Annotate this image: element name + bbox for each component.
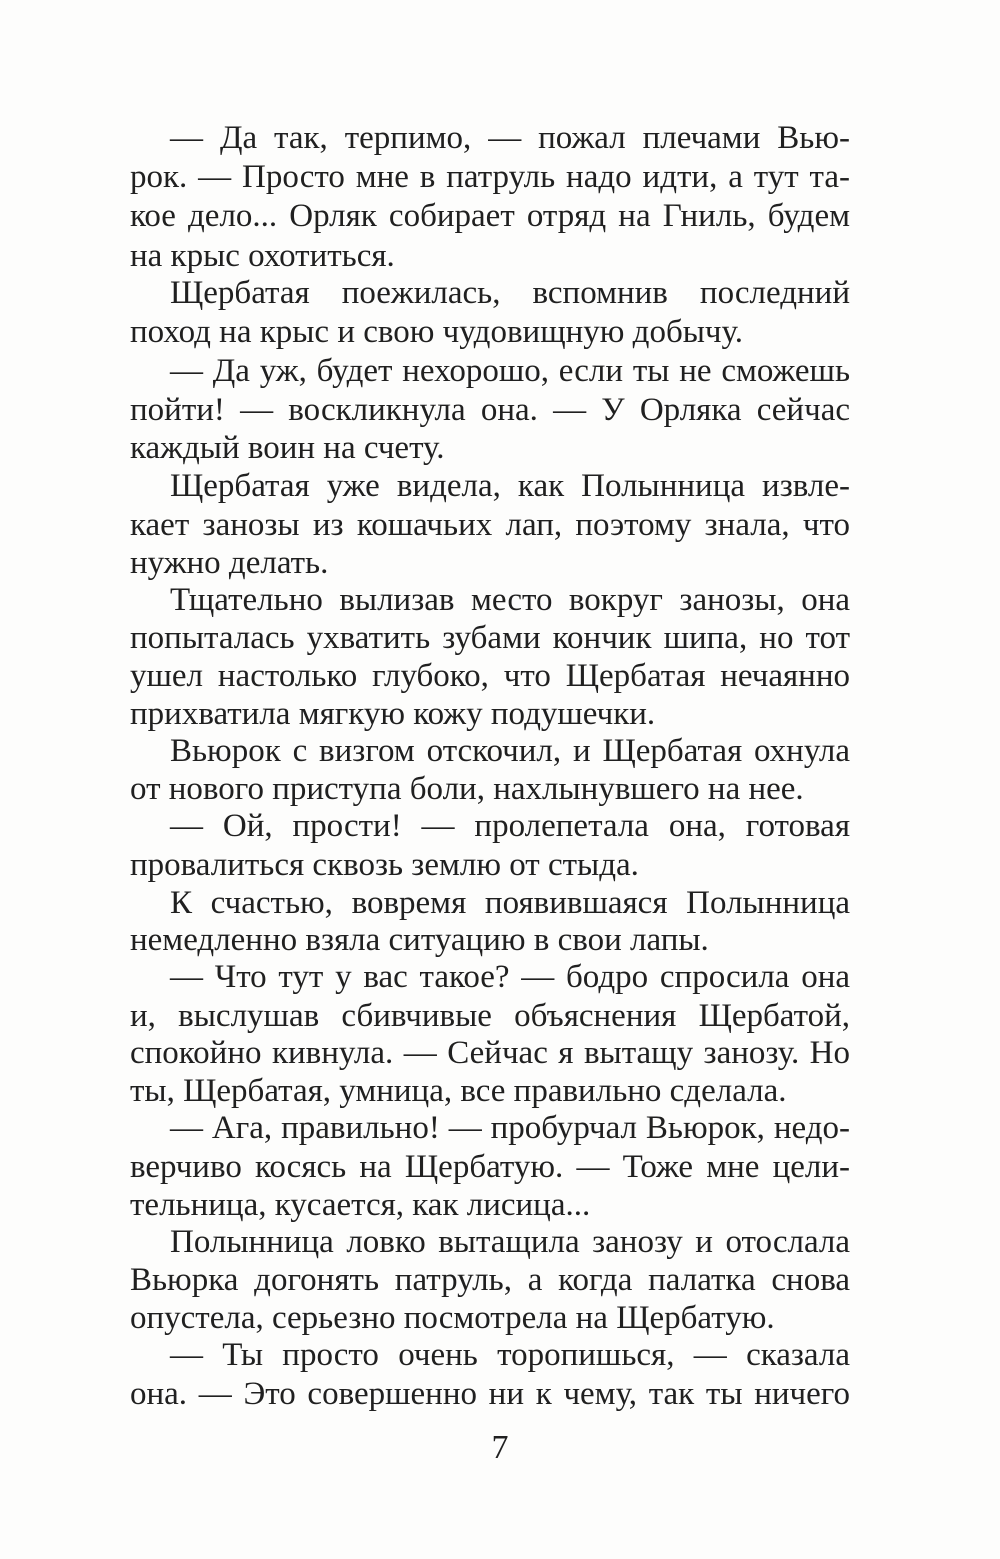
page-number: 7 [491,1429,509,1466]
text-line: — Ой, прости! — пролепетала она, готовая [170,808,850,844]
text-line: попыталась ухватить зубами кончик шипа, но тот [130,620,850,656]
text-line: нужно делать. [130,545,329,581]
text-line: К счастью, вовремя появившаяся Полынница [170,885,850,921]
text-line: поход на крыс и свою чудовищную добычу. [130,314,743,350]
text-line: пойти! — воскликнула она. — У Орляка сейчас [130,392,850,428]
text-line: верчиво косясь на Щербатую. — Тоже мне цели- [130,1149,850,1185]
text-line: рок. — Просто мне в патруль надо идти, а тут та- [130,159,850,195]
text-line: провалиться сквозь землю от стыда. [130,847,639,883]
text-line: прихватила мягкую кожу подушечки. [130,696,656,732]
text-line: — Ага, правильно! — пробурчал Вьюрок, недо- [170,1110,850,1146]
text-line: Щербатая поежилась, вспомнив последний [170,275,850,311]
text-line: ушел настолько глубоко, что Щербатая нечаянно [130,658,850,694]
text-line: кает занозы из кошачьих лап, поэтому знала, что [130,507,850,543]
text-line: Тщательно вылизав место вокруг занозы, она [170,582,850,618]
text-line: она. — Это совершенно ни к чему, так ты ничего [130,1376,850,1412]
text-line: Полынница ловко вытащила занозу и отослала [170,1224,850,1260]
text-line: каждый воин на счету. [130,430,445,466]
text-line: на крыс охотиться. [130,238,395,274]
text-line: спокойно кивнула. — Сейчас я вытащу занозу. Но [130,1035,850,1071]
text-line: — Что тут у вас такое? — бодро спросила она [170,959,850,995]
text-line: ты, Щербатая, умница, все правильно сделала. [130,1073,787,1109]
text-line: кое дело... Орляк собирает отряд на Гниль, будем [130,198,850,234]
text-line: — Да так, терпимо, — пожал плечами Вью- [170,120,850,156]
text-line: тельница, кусается, как лисица... [130,1187,591,1223]
text-line: Щербатая уже видела, как Полынница извле- [170,468,850,504]
text-line: — Ты просто очень торопишься, — сказала [170,1337,850,1373]
text-line: опустела, серьезно посмотрела на Щербатую. [130,1300,775,1336]
text-line: и, выслушав сбивчивые объяснения Щербатой, [130,998,850,1034]
text-line: — Да уж, будет нехорошо, если ты не сможешь [170,353,850,389]
text-line: немедленно взяла ситуацию в свои лапы. [130,922,709,958]
text-line: от нового приступа боли, нахлынувшего на нее. [130,771,804,807]
text-line: Вьюрок с визгом отскочил, и Щербатая охнула [170,733,850,769]
text-line: Вьюрка догонять патруль, а когда палатка снова [130,1262,850,1298]
